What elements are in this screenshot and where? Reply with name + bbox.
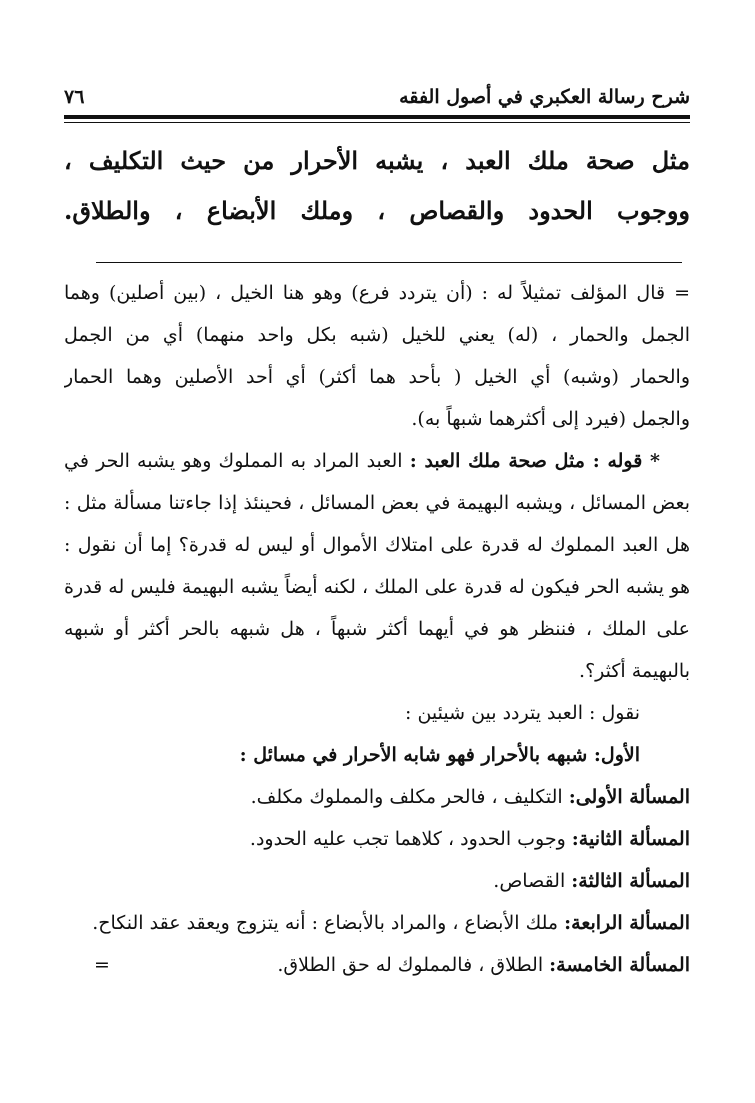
issue-text: ملك الأبضاع ، والمراد بالأبضاع : أنه يتزوج ويعقد عقد النكاح. (92, 912, 565, 934)
commentary-lead: * قوله : مثل صحة ملك العبد : (409, 450, 660, 472)
issue-label: المسألة الثالثة: (571, 870, 690, 892)
footnote-separator (96, 262, 682, 263)
issue-label: المسألة الثانية: (571, 828, 690, 850)
issue-text: القصاص. (493, 870, 572, 892)
footnote-line: هل العبد المملوك له قدرة على امتلاك الأموال أو ليس له قدرة؟ إما أن نقول : (64, 534, 690, 556)
issue-text: التكليف ، فالحر مكلف والمملوك مكلف. (250, 786, 569, 808)
issue-label: المسألة الأولى: (568, 786, 690, 808)
continuation-mark: = (94, 954, 110, 976)
header-rule-thick (64, 115, 690, 119)
header-rule-thin (64, 122, 690, 123)
footnote-block (64, 272, 690, 986)
issue-label: المسألة الرابعة: (564, 912, 690, 934)
footnote-line: والجمل (فيرد إلى أكثرهما شبهاً به). (411, 408, 690, 430)
issue-line (64, 902, 690, 944)
issue-line (64, 776, 690, 818)
first-heading: الأول: شبهه بالأحرار فهو شابه الأحرار في مسائل : (239, 744, 640, 766)
issue-line (64, 860, 690, 902)
footnote-line: نقول : العبد يتردد بين شيئين : (405, 702, 640, 724)
footnote-line: والحمار (وشبه) أي الخيل ( بأحد هما أكثر) أي أحد الأصلين وهما الحمار (64, 366, 690, 388)
header-title: شرح رسالة العكبري في أصول الفقه (399, 86, 690, 108)
main-text (64, 136, 690, 236)
running-header (64, 86, 690, 110)
footnote-line: هو يشبه الحر فيكون له قدرة على الملك ، لكنه أيضاً يشبه البهيمة فليس له قدرة (64, 576, 690, 598)
footnote-line: الجمل والحمار ، (له) يعني للخيل (شبه بكل واحد منهما) أي من الجمل (64, 324, 690, 346)
footnote-line: على الملك ، فننظر هو في أيهما أكثر شبهاً ، هل شبهه بالحر أكثر أو شبهه (64, 618, 690, 640)
issue-label: المسألة الخامسة: (549, 954, 690, 976)
issue-text: وجوب الحدود ، كلاهما تجب عليه الحدود. (249, 828, 572, 850)
issue-text: الطلاق ، فالمملوك له حق الطلاق. (277, 954, 550, 976)
commentary-text: العبد المراد به المملوك وهو يشبه الحر في (64, 450, 410, 472)
main-text-line: ووجوب الحدود والقصاص ، وملك الأبضاع ، والطلاق. (64, 196, 690, 225)
footnote-line: بالبهيمة أكثر؟. (579, 660, 690, 682)
page-number: ٧٦ (64, 86, 85, 108)
footnote-line: = قال المؤلف تمثيلاً له : (أن يتردد فرع) وهو هنا الخيل ، (بين أصلين) وهما (64, 282, 690, 304)
issue-line (64, 944, 690, 986)
main-text-line: مثل صحة ملك العبد ، يشبه الأحرار من حيث التكليف ، (64, 146, 690, 175)
footnote-line (64, 440, 690, 482)
issue-line (64, 818, 690, 860)
footnote-line: بعض المسائل ، ويشبه البهيمة في بعض المسائل ، فحينئذ إذا جاءتنا مسألة مثل : (64, 492, 690, 514)
